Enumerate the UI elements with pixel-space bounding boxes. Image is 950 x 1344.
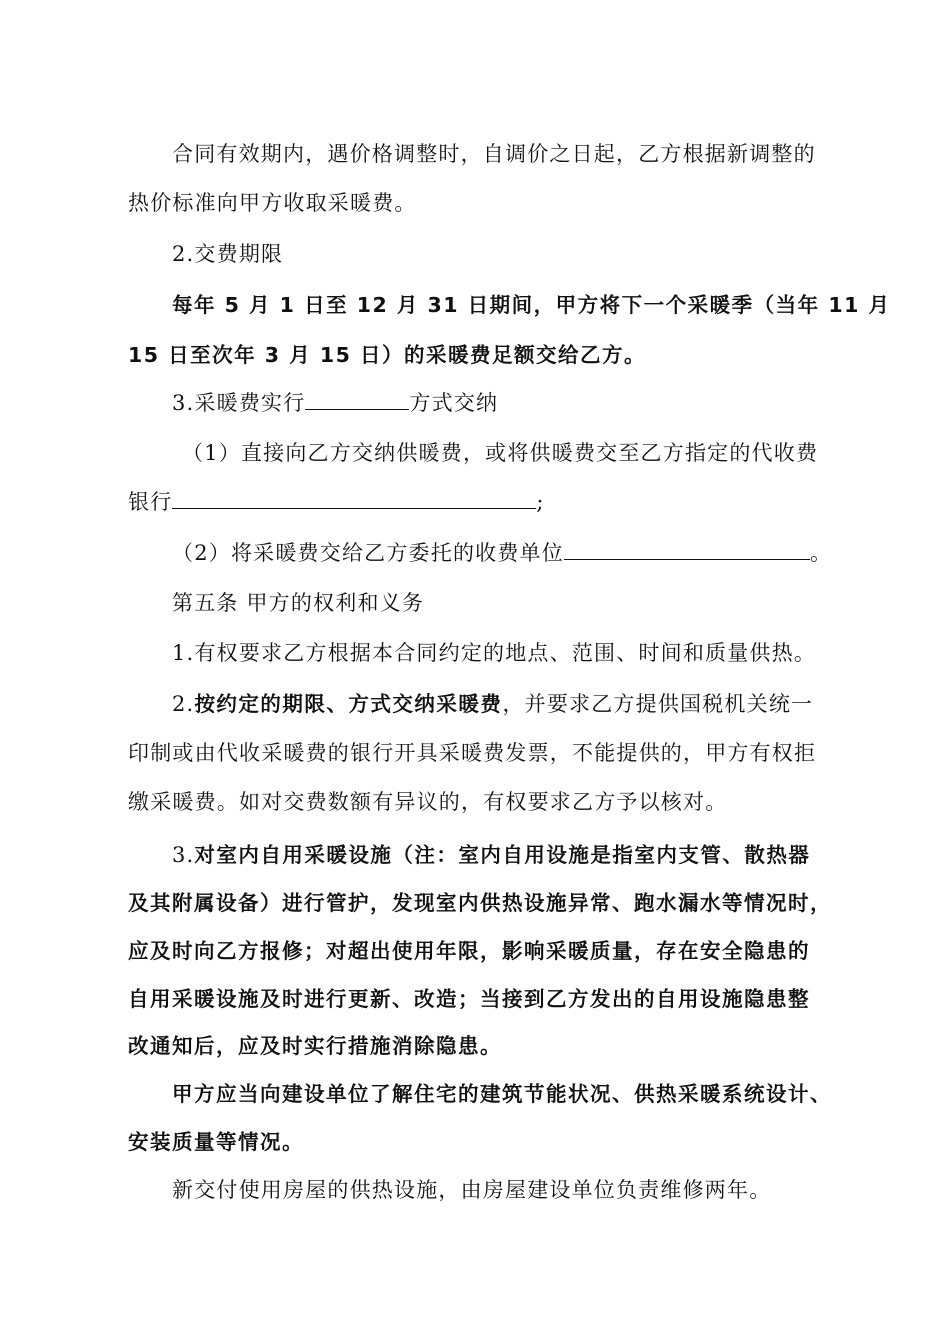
paragraph-line [172,387,498,417]
bold-paragraph-line: 15 日至次年 3 月 15 日）的采暖费足额交给乙方。 [128,343,647,367]
bold-paragraph-line: 自用采暖设施及时进行更新、改造；当接到乙方发出的自用设施隐患整 [128,987,810,1011]
text-segment: 方式交纳 [409,391,499,415]
bold-text-segment: 按约定的期限、方式交纳采暖费 [194,692,503,716]
bold-text-segment: 对室内自用采暖设施（注：室内自用设施是指室内支管、散热器 [194,843,811,867]
text-segment: 。 [809,541,833,565]
paragraph-line [172,537,832,567]
paragraph-line: （1）直接向乙方交纳供暖费，或将供暖费交至乙方指定的代收费 [182,441,819,465]
paragraph-line: 印制或由代收采暖费的银行开具采暖费发票，不能提供的，甲方有权拒 [128,741,817,765]
fill-blank[interactable] [172,490,536,509]
fill-blank[interactable] [564,541,810,560]
bold-paragraph-line: 甲方应当向建设单位了解住宅的建筑节能状况、供热采暖系统设计、 [172,1082,832,1106]
bold-paragraph-line: 及其附属设备）进行管护，发现室内供热设施异常、跑水漏水等情况时， [128,891,832,915]
text-segment: ，并要求乙方提供国税机关统一 [502,692,814,716]
section-heading: 2.交费期限 [172,242,284,266]
paragraph-line [172,687,813,718]
paragraph-line: 合同有效期内，遇价格调整时，自调价之日起，乙方根据新调整的 [172,142,816,166]
fill-blank[interactable] [305,391,409,410]
paragraph-line: 1.有权要求乙方根据本合同约定的地点、范围、时间和质量供热。 [172,641,817,665]
bold-paragraph-line: 安装质量等情况。 [128,1130,304,1154]
paragraph-line: 缴采暖费。如对交费数额有异议的，有权要求乙方予以核对。 [128,790,728,814]
article-heading: 第五条 甲方的权利和义务 [172,591,425,615]
paragraph-line [128,486,545,516]
paragraph-line: 新交付使用房屋的供热设施，由房屋建设单位负责维修两年。 [172,1178,772,1202]
text-segment: （2）将采暖费交给乙方委托的收费单位 [172,541,564,565]
bold-paragraph-line: 应及时向乙方报修；对超出使用年限，影响采暖质量，存在安全隐患的 [128,939,810,963]
bold-paragraph-line: 改通知后，应及时实行措施消除隐患。 [128,1034,502,1058]
paragraph-line [172,838,810,868]
text-segment: 2. [172,692,195,716]
text-segment: 银行 [128,490,173,514]
paragraph-line: 热价标准向甲方收取采暖费。 [128,191,417,215]
text-segment: 3.采暖费实行 [172,391,306,415]
text-segment: 3. [172,843,195,867]
bold-paragraph-line: 每年 5 月 1 日至 12 月 31 日期间，甲方将下一个采暖季（当年 11 月 [172,293,891,317]
text-segment: ; [536,490,545,514]
